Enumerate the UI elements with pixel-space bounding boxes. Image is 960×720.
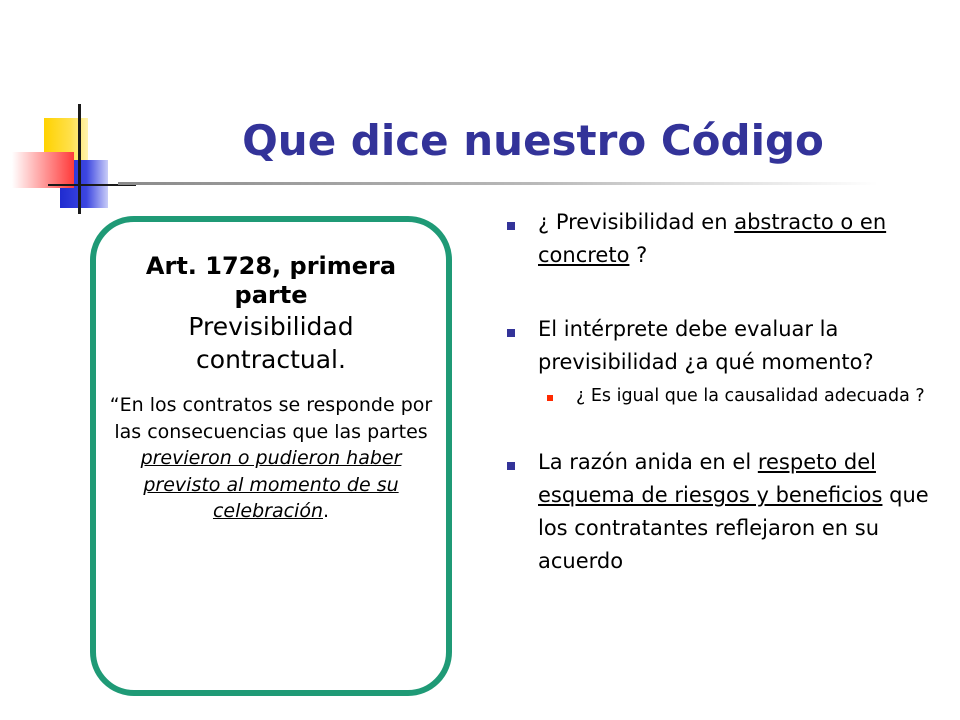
bullet-text-end: ?	[629, 243, 648, 267]
bullet-item	[500, 313, 940, 379]
bullet-item	[500, 206, 940, 272]
bullet-text-start: ¿ Previsibilidad en	[538, 210, 735, 234]
sub-bullet-item	[500, 382, 940, 411]
quote-text-start: “En los contratos se responde por las consecuencias que las partes	[109, 394, 433, 443]
bullet-text: El intérprete debe evaluar la previsibilidad ¿a qué momento?	[538, 317, 874, 374]
square-bullet-icon	[507, 222, 515, 230]
quote-underlined-text: previeron o pudieron haber previsto al momento de su celebración	[140, 447, 402, 522]
article-title: Art. 1728, primera parte	[145, 252, 397, 309]
bullet-text-start: La razón anida en el	[538, 450, 758, 474]
square-bullet-icon	[507, 462, 515, 470]
red-square-decoration	[12, 152, 74, 188]
sub-bullet-text: ¿ Es igual que la causalidad adecuada ?	[576, 386, 925, 406]
article-subheading: Previsibilidad contractual.	[188, 312, 354, 374]
bullet-underlined-text: abstracto o en concreto	[538, 210, 887, 267]
bullet-underlined-text: respeto del esquema de riesgos y beneficios	[538, 450, 883, 507]
title-underline-rule	[118, 182, 878, 185]
article-quote	[106, 392, 436, 525]
article-box	[90, 216, 452, 696]
quote-text-end: .	[322, 500, 330, 522]
red-square-bullet-icon	[547, 395, 553, 401]
bullet-list	[500, 206, 940, 578]
slide-title: Que dice nuestro Código	[242, 116, 824, 165]
vertical-line-decoration	[78, 104, 81, 214]
bullet-text-end: que los contratantes reflejaron en su acuerdo	[538, 483, 929, 573]
bullet-item	[500, 446, 940, 578]
article-box-content	[96, 252, 446, 525]
square-bullet-icon	[507, 329, 515, 337]
